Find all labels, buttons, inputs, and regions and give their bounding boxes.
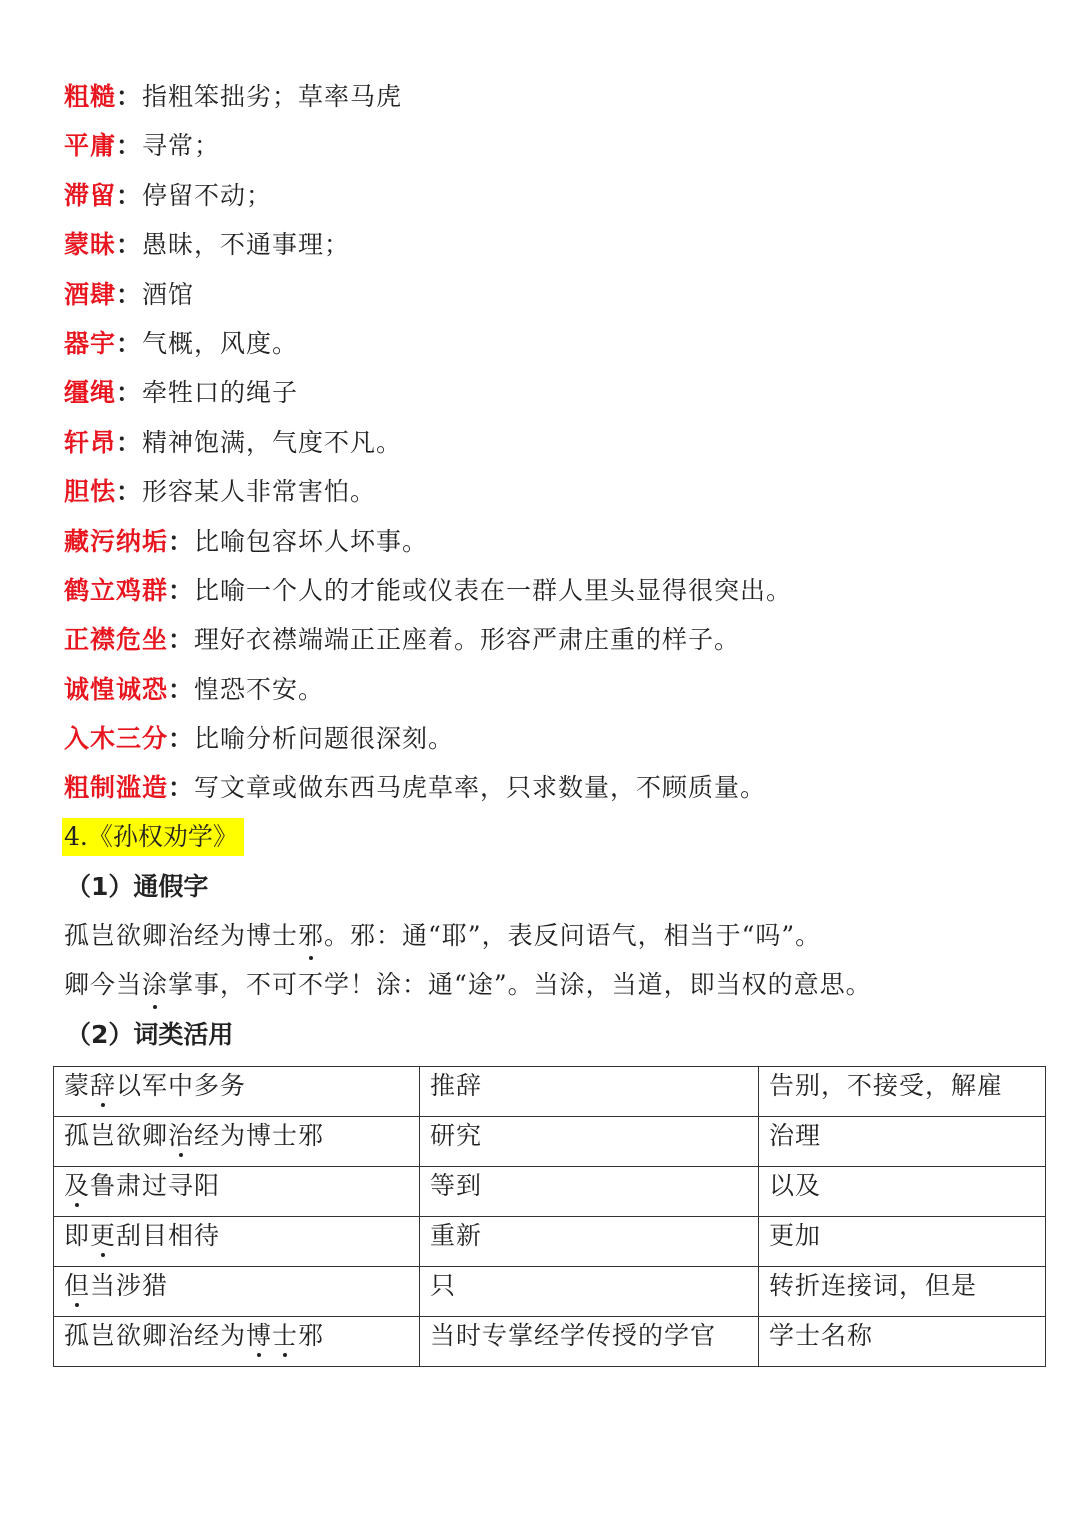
sentence-text: 孤岂欲卿治经为博士 <box>64 921 299 950</box>
vocab-definition: 寻常； <box>142 131 221 161</box>
vocab-colon: ： <box>116 477 143 507</box>
emphasized-char: 涂 <box>142 963 168 1007</box>
emphasized-char: 及 <box>64 1167 90 1205</box>
emphasized-char: 更 <box>90 1217 116 1255</box>
vocab-colon: ： <box>116 131 143 161</box>
emphasized-char: 辞 <box>90 1067 116 1105</box>
vocab-colon: ： <box>116 328 143 358</box>
modern-meaning-cell: 告别，不接受，解雇 <box>759 1067 1046 1117</box>
modern-meaning-cell: 更加 <box>759 1217 1046 1267</box>
vocab-colon: ： <box>168 724 195 754</box>
cell-text: 蒙 <box>64 1071 91 1100</box>
vocab-definition: 气概，风度。 <box>142 328 299 358</box>
sentence-cell <box>54 1067 420 1117</box>
vocab-item <box>64 517 1044 566</box>
vocab-term: 蒙昧 <box>64 230 117 260</box>
vocab-colon: ： <box>168 674 195 704</box>
meaning-cell: 只 <box>420 1267 759 1317</box>
vocab-definition: 比喻一个人的才能或仪表在一群人里头显得很突出。 <box>194 575 793 605</box>
cell-text: 孤岂欲卿治经为 <box>64 1321 247 1350</box>
vocab-definition: 愚昧，不通事理； <box>142 230 351 260</box>
cell-text: 当涉猎 <box>90 1271 169 1300</box>
vocab-item <box>64 270 1044 319</box>
vocab-term: 正襟危坐 <box>64 625 169 655</box>
sentence-text: 。邪：通“耶”，表反问语气，相当于“吗”。 <box>324 921 822 950</box>
emphasized-char: 但 <box>64 1267 90 1305</box>
vocab-definition: 精神饱满，气度不凡。 <box>142 427 403 457</box>
table-row <box>54 1217 1046 1267</box>
vocab-term: 入木三分 <box>64 724 169 754</box>
cilei-heading: （2）词类活用 <box>66 1020 234 1049</box>
table-row <box>54 1167 1046 1217</box>
cell-text: 即 <box>64 1221 91 1250</box>
vocab-definition: 停留不动； <box>142 180 273 210</box>
table-row <box>54 1117 1046 1167</box>
vocab-definition: 指粗笨拙劣；草率马虎 <box>142 82 403 111</box>
modern-meaning-cell: 转折连接词，但是 <box>759 1267 1046 1317</box>
vocab-item <box>64 220 1044 269</box>
vocab-colon: ： <box>116 427 143 457</box>
vocab-colon: ： <box>116 378 143 408</box>
vocab-definition: 比喻分析问题很深刻。 <box>194 724 455 754</box>
sentence-cell <box>54 1167 420 1217</box>
modern-meaning-cell: 学士名称 <box>759 1317 1046 1367</box>
vocab-definition: 惶恐不安。 <box>194 674 325 704</box>
sentence-text: 卿今当 <box>64 970 143 999</box>
cell-text: 邪 <box>298 1321 325 1350</box>
vocab-term: 鹤立鸡群 <box>64 575 169 605</box>
vocab-term: 胆怯 <box>64 477 117 507</box>
cell-text: 孤岂欲卿 <box>64 1121 169 1150</box>
emphasized-char <box>246 1321 298 1350</box>
section-title: 4.《孙权劝学》 <box>62 818 244 856</box>
vocab-term: 轩昂 <box>64 427 117 457</box>
vocab-item <box>64 714 1044 763</box>
vocab-term: 粗制滥造 <box>64 773 169 803</box>
emphasized-char: 士 <box>272 1317 298 1355</box>
meaning-cell: 当时专掌经学传授的学官 <box>420 1317 759 1367</box>
table-row <box>54 1267 1046 1317</box>
vocab-item <box>64 368 1044 417</box>
vocab-item <box>64 763 1044 812</box>
vocab-colon: ： <box>116 230 143 260</box>
cell-text: 以军中多务 <box>116 1071 247 1100</box>
vocab-term: 滞留 <box>64 180 117 210</box>
vocab-colon: ： <box>116 82 143 111</box>
modern-meaning-cell: 以及 <box>759 1167 1046 1217</box>
vocab-term: 粗糙 <box>64 82 117 111</box>
meaning-cell: 重新 <box>420 1217 759 1267</box>
vocab-item <box>64 615 1044 664</box>
vocab-definition: 理好衣襟端端正正座着。形容严肃庄重的样子。 <box>194 625 741 655</box>
vocab-definition: 形容某人非常害怕。 <box>142 477 377 507</box>
vocab-list <box>64 72 1044 813</box>
vocab-item <box>64 171 1044 220</box>
meaning-cell: 推辞 <box>420 1067 759 1117</box>
emphasized-char: 邪 <box>298 914 324 958</box>
emphasized-char: 博 <box>246 1317 272 1355</box>
cell-text: 鲁肃过寻阳 <box>90 1171 221 1200</box>
tongjiazi-line <box>64 914 821 958</box>
vocab-item <box>64 467 1044 516</box>
meaning-cell: 研究 <box>420 1117 759 1167</box>
vocab-item <box>64 121 1044 170</box>
sentence-text: 掌事，不可不学！涂：通“途”。当涂，当道，即当权的意思。 <box>168 970 872 999</box>
sentence-cell <box>54 1117 420 1167</box>
vocab-item <box>64 665 1044 714</box>
vocab-definition: 写文章或做东西马虎草率，只求数量，不顾质量。 <box>194 773 767 803</box>
vocab-item <box>64 418 1044 467</box>
vocab-definition: 比喻包容坏人坏事。 <box>194 526 429 556</box>
vocab-term: 诚惶诚恐 <box>64 674 169 704</box>
vocab-term: 平庸 <box>64 131 117 161</box>
vocab-item <box>64 319 1044 368</box>
vocab-colon: ： <box>168 526 195 556</box>
sentence-cell <box>54 1317 420 1367</box>
table-row <box>54 1317 1046 1367</box>
vocab-item <box>64 566 1044 615</box>
vocab-colon: ： <box>116 279 143 309</box>
tongjiazi-line <box>64 963 872 1007</box>
vocab-colon: ： <box>168 773 195 803</box>
cell-text: 经为博士邪 <box>194 1121 325 1150</box>
meaning-cell: 等到 <box>420 1167 759 1217</box>
sentence-cell <box>54 1267 420 1317</box>
vocab-colon: ： <box>116 180 143 210</box>
table-row <box>54 1067 1046 1117</box>
cell-text: 刮目相待 <box>116 1221 221 1250</box>
modern-meaning-cell: 治理 <box>759 1117 1046 1167</box>
vocab-term: 器宇 <box>64 328 117 358</box>
vocab-definition: 牵牲口的绳子 <box>142 378 299 408</box>
vocab-colon: ： <box>168 575 195 605</box>
vocab-item <box>64 72 1044 121</box>
emphasized-char: 治 <box>168 1117 194 1155</box>
vocab-term: 藏污纳垢 <box>64 526 169 556</box>
vocab-term: 缰绳 <box>64 378 117 408</box>
tongjiazi-heading: （1）通假字 <box>66 872 209 901</box>
vocab-definition: 酒馆 <box>142 279 195 309</box>
vocab-term: 酒肆 <box>64 279 117 309</box>
vocab-colon: ： <box>168 625 195 655</box>
word-usage-table <box>53 1066 1046 1367</box>
sentence-cell <box>54 1217 420 1267</box>
